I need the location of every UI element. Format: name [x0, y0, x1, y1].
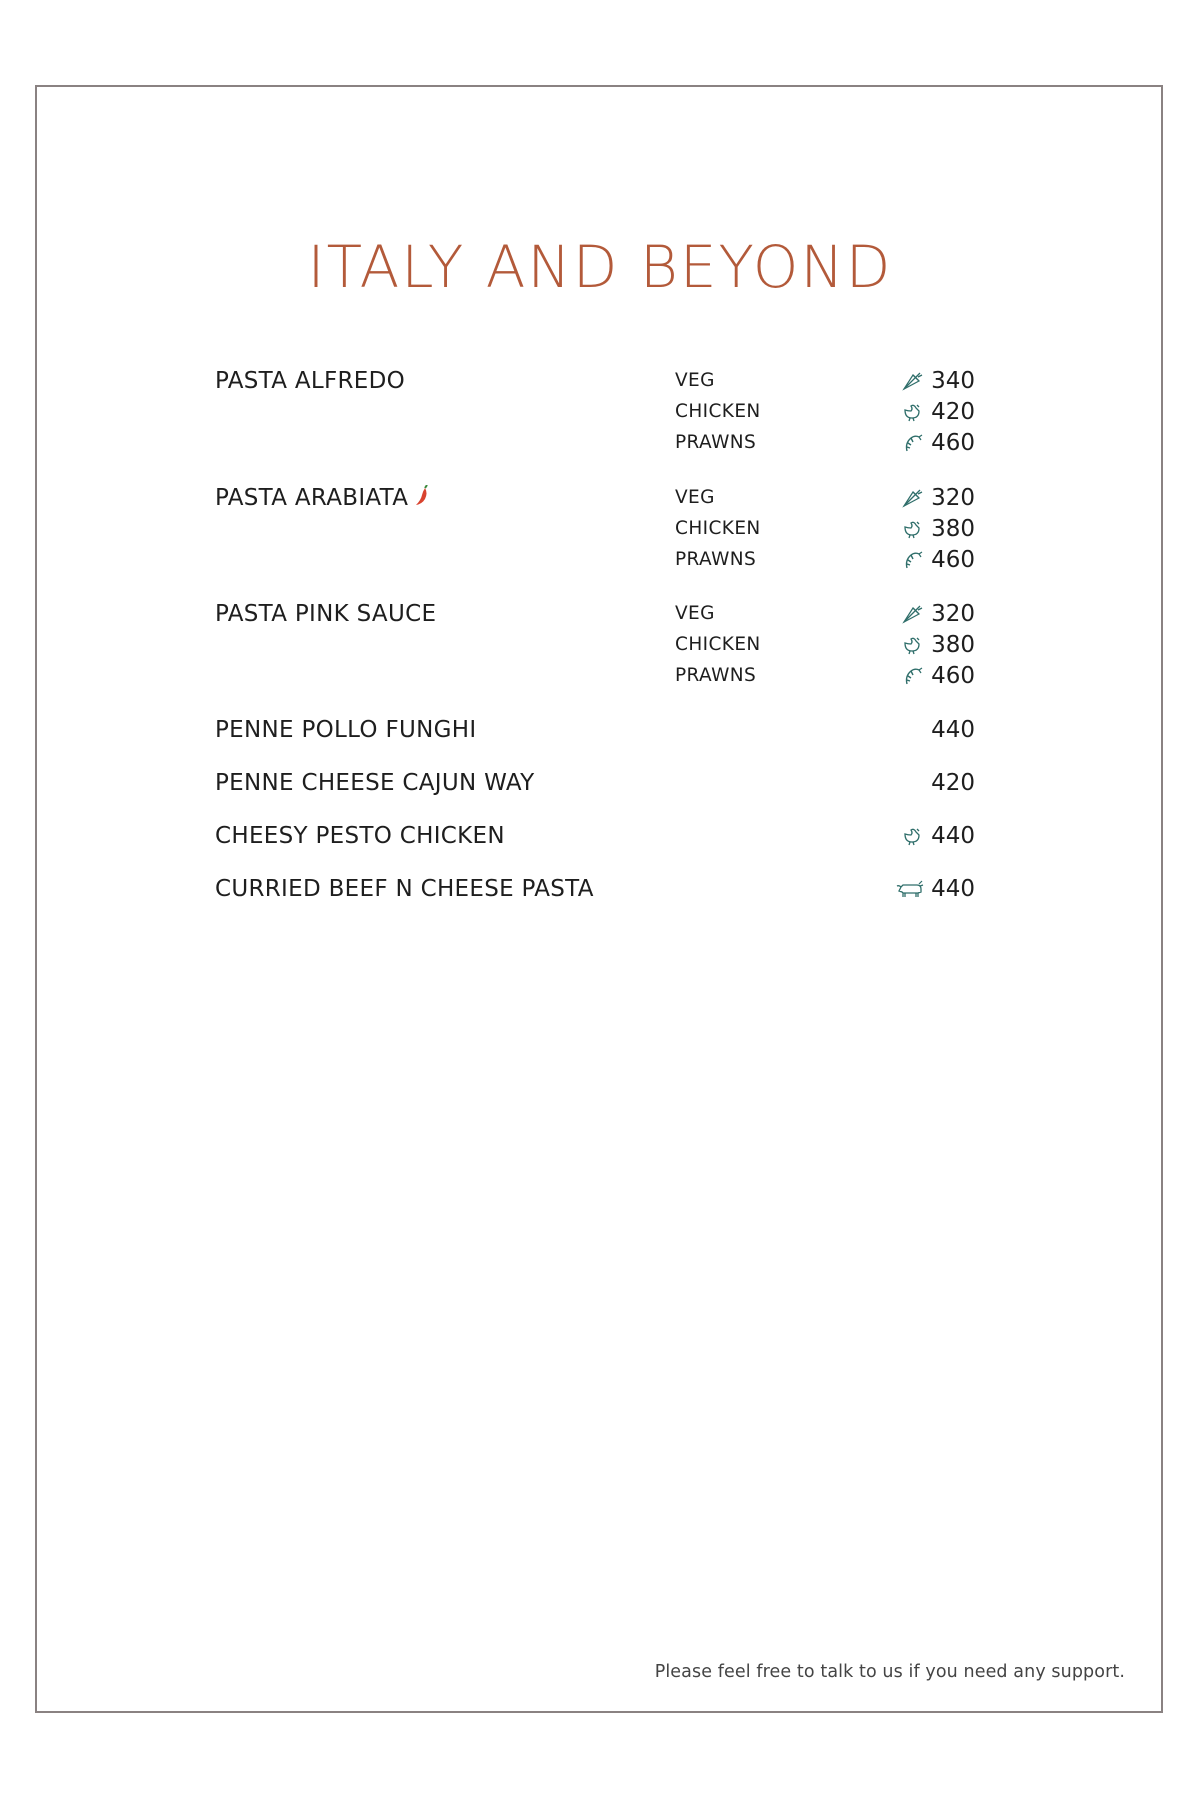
variant-row [675, 545, 975, 576]
menu-list [215, 366, 975, 927]
carrot-icon [901, 371, 923, 391]
prawn-icon [901, 433, 923, 453]
price: 460 [931, 547, 975, 573]
dish-name: PENNE CHEESE CAJUN WAY [215, 770, 535, 796]
price: 440 [931, 823, 975, 849]
prawn-icon [901, 666, 923, 686]
variant-row [675, 483, 975, 514]
menu-item-curried-beef-n-cheese-pasta [215, 874, 975, 927]
variant-label: PRAWNS [675, 665, 757, 686]
dish-name: PASTA PINK SAUCE [215, 601, 437, 627]
price: 440 [931, 717, 975, 743]
chicken-icon [901, 635, 923, 655]
variant-list [675, 366, 975, 459]
price: 460 [931, 663, 975, 689]
carrot-icon [901, 488, 923, 508]
chicken-icon [901, 826, 923, 846]
variant-row [675, 397, 975, 428]
variant-label: VEG [675, 487, 715, 508]
variant-row [675, 428, 975, 459]
chicken-icon [901, 402, 923, 422]
variant-label: CHICKEN [675, 401, 761, 422]
price: 340 [931, 368, 975, 394]
variant-label: CHICKEN [675, 634, 761, 655]
variant-label: CHICKEN [675, 518, 761, 539]
variant-row [675, 366, 975, 397]
dish-name: CURRIED BEEF N CHEESE PASTA [215, 876, 594, 902]
price: 320 [931, 601, 975, 627]
variant-row [675, 514, 975, 545]
price: 440 [931, 876, 975, 902]
dish-name: PASTA ARABIATA [215, 483, 430, 513]
menu-item-cheesy-pesto-chicken [215, 821, 975, 874]
variant-label: PRAWNS [675, 432, 757, 453]
dish-name: PENNE POLLO FUNGHI [215, 717, 477, 743]
variant-row [675, 630, 975, 661]
variant-label: PRAWNS [675, 549, 757, 570]
support-note: Please feel free to talk to us if you need any support. [654, 1662, 1125, 1682]
dish-name: PASTA ALFREDO [215, 368, 406, 394]
cow-icon [895, 879, 925, 899]
variant-list [675, 599, 975, 692]
menu-item-pasta-alfredo [215, 366, 975, 483]
variant-label: VEG [675, 370, 715, 391]
menu-item-penne-pollo-funghi [215, 715, 975, 768]
price: 420 [931, 399, 975, 425]
price: 380 [931, 632, 975, 658]
price: 320 [931, 485, 975, 511]
variant-row [675, 661, 975, 692]
prawn-icon [901, 550, 923, 570]
dish-name: CHEESY PESTO CHICKEN [215, 823, 505, 849]
carrot-icon [901, 604, 923, 624]
variant-list [675, 483, 975, 576]
price: 420 [931, 770, 975, 796]
chicken-icon [901, 519, 923, 539]
menu-item-pasta-arabiata [215, 483, 975, 599]
chili-icon [414, 485, 430, 507]
variant-label: VEG [675, 603, 715, 624]
price: 460 [931, 430, 975, 456]
page-title: ITALY AND BEYOND [307, 233, 893, 301]
menu-item-penne-cheese-cajun-way [215, 768, 975, 821]
menu-item-pasta-pink-sauce [215, 599, 975, 715]
price: 380 [931, 516, 975, 542]
variant-row [675, 599, 975, 630]
